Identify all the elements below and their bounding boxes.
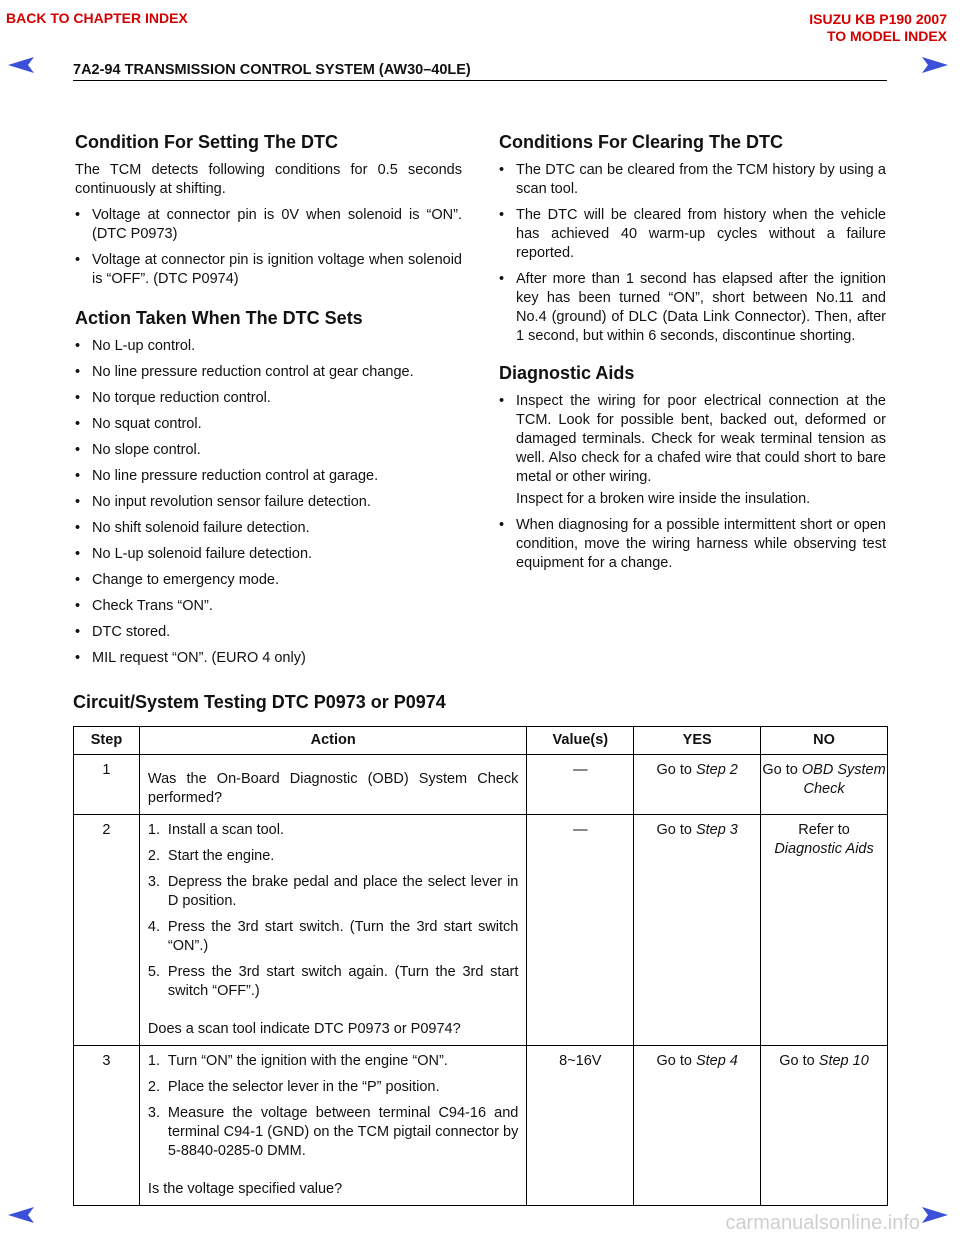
header-divider	[73, 80, 887, 81]
no-prefix: Refer to	[798, 822, 850, 838]
no-prefix: Go to	[779, 1053, 819, 1069]
step-number: 2	[74, 815, 140, 1046]
clearing-heading: Conditions For Clearing The DTC	[499, 132, 783, 152]
no-step-link[interactable]: Diagnostic Aids	[774, 841, 874, 857]
list-item: • Check Trans “ON”.	[75, 597, 462, 616]
diagnostic-table	[73, 726, 888, 1206]
list-item: • Change to emergency mode.	[75, 571, 462, 590]
list-item: • No input revolution sensor failure detection.	[75, 493, 462, 512]
header-no: NO	[761, 727, 888, 755]
value-cell: —	[527, 815, 634, 1046]
right-column	[499, 131, 886, 580]
aids-list	[499, 392, 886, 573]
yes-step-link[interactable]: Step 2	[695, 762, 738, 778]
to-model-index-link[interactable]: TO MODEL INDEX	[826, 28, 947, 44]
list-item: • No line pressure reduction control at garage.	[75, 467, 462, 486]
yes-cell	[634, 755, 761, 815]
list-item: • No torque reduction control.	[75, 389, 462, 408]
list-item: • DTC stored.	[75, 623, 462, 642]
action-question: Was the On-Board Diagnostic (OBD) System Check performed?	[147, 771, 519, 806]
diagnostic-aids-heading: Diagnostic Aids	[499, 363, 635, 383]
action-cell	[139, 815, 526, 1046]
back-to-chapter-index-link[interactable]: BACK TO CHAPTER INDEX	[6, 10, 188, 26]
action-question: Is the voltage specified value?	[147, 1181, 343, 1197]
value-cell: —	[527, 755, 634, 815]
yes-step-link[interactable]: Step 4	[695, 1053, 738, 1069]
no-step-link[interactable]: OBD System Check	[801, 762, 886, 797]
list-item: • Voltage at connector pin is 0V when solenoid is “ON”. (DTC P0973)	[75, 206, 462, 244]
model-title-link[interactable]: ISUZU KB P190 2007	[809, 11, 947, 27]
page-header: 7A2-94 TRANSMISSION CONTROL SYSTEM (AW30–40LE)	[73, 62, 471, 78]
list-item: • No slope control.	[75, 441, 462, 460]
action-steps	[148, 1052, 518, 1161]
action-cell	[139, 1046, 526, 1206]
yes-cell	[634, 815, 761, 1046]
value-cell: 8~16V	[527, 1046, 634, 1206]
no-step-link[interactable]: Step 10	[818, 1053, 869, 1069]
action-list	[75, 337, 462, 668]
previous-page-arrow-icon[interactable]	[8, 1207, 34, 1223]
watermark: carmanualsonline.info	[725, 1212, 920, 1234]
yes-prefix: Go to	[656, 762, 696, 778]
left-column	[75, 131, 462, 675]
no-cell	[761, 1046, 888, 1206]
action-steps	[148, 821, 518, 1001]
no-prefix: Go to	[762, 762, 802, 778]
list-item: 1. Turn “ON” the ignition with the engine “ON”.	[147, 1053, 448, 1069]
setting-intro: The TCM detects following conditions for 0.5 seconds continuously at shifting.	[75, 162, 462, 197]
setting-heading: Condition For Setting The DTC	[75, 132, 338, 152]
action-question: Does a scan tool indicate DTC P0973 or P0974?	[147, 1021, 461, 1037]
next-page-arrow-icon[interactable]	[922, 1207, 948, 1223]
list-item: • MIL request “ON”. (EURO 4 only)	[75, 649, 462, 668]
list-item: • No shift solenoid failure detection.	[75, 519, 462, 538]
list-item: • No L-up solenoid failure detection.	[75, 545, 462, 564]
setting-list	[75, 206, 462, 289]
list-item: 4. Press the 3rd start switch. (Turn the 3rd start switch “ON”.)	[147, 919, 519, 954]
previous-page-arrow-icon[interactable]	[8, 57, 34, 73]
list-item: 5. Press the 3rd start switch again. (Turn the 3rd start switch “OFF”.)	[147, 964, 519, 999]
list-item: 3. Depress the brake pedal and place the select lever in D position.	[147, 874, 519, 909]
table-row	[74, 755, 888, 815]
next-page-arrow-icon[interactable]	[922, 57, 948, 73]
list-item	[499, 392, 886, 509]
header-value: Value(s)	[527, 727, 634, 755]
yes-step-link[interactable]: Step 3	[695, 822, 738, 838]
table-row	[74, 815, 888, 1046]
step-number: 3	[74, 1046, 140, 1206]
list-item: • No squat control.	[75, 415, 462, 434]
yes-prefix: Go to	[656, 822, 696, 838]
header-action: Action	[139, 727, 526, 755]
list-item: 1. Install a scan tool.	[147, 822, 284, 838]
step-number: 1	[74, 755, 140, 815]
table-row	[74, 1046, 888, 1206]
header-step: Step	[74, 727, 140, 755]
list-item: • When diagnosing for a possible intermittent short or open condition, move the wiring harness while observing test equipment for a change.	[499, 516, 886, 573]
list-item: 2. Start the engine.	[147, 848, 275, 864]
aids-item-text: Inspect the wiring for poor electrical connection at the TCM. Look for possible bent, backed out, deformed or damaged terminals. Check for weak terminal tension as well. Also check for a chafed wire that could short to bare metal or other wiring.	[516, 393, 886, 485]
yes-prefix: Go to	[656, 1053, 696, 1069]
no-cell	[761, 815, 888, 1046]
list-item: • The DTC will be cleared from history when the vehicle has achieved 40 warm-up cycles without a failure reported.	[499, 206, 886, 263]
list-item: 3. Measure the voltage between terminal C94-16 and terminal C94-1 (GND) on the TCM pigtail connector by 5-8840-0285-0 DMM.	[147, 1105, 519, 1159]
aids-item-extra: Inspect for a broken wire inside the insulation.	[516, 491, 811, 507]
list-item: • No line pressure reduction control at gear change.	[75, 363, 462, 382]
no-cell	[761, 755, 888, 815]
list-item: 2. Place the selector lever in the “P” position.	[147, 1079, 440, 1095]
circuit-testing-heading: Circuit/System Testing DTC P0973 or P0974	[73, 692, 446, 712]
action-heading: Action Taken When The DTC Sets	[75, 308, 363, 328]
list-item: • After more than 1 second has elapsed after the ignition key has been turned “ON”, short between No.11 and No.4 (ground) of DLC (Data Link Connector). Then, after 1 second, but within 6 seconds, discontinue shorting.	[499, 270, 886, 346]
header-yes: YES	[634, 727, 761, 755]
list-item: • The DTC can be cleared from the TCM history by using a scan tool.	[499, 161, 886, 199]
clearing-list	[499, 161, 886, 346]
list-item: • No L-up control.	[75, 337, 462, 356]
action-cell	[139, 755, 526, 815]
list-item: • Voltage at connector pin is ignition voltage when solenoid is “OFF”. (DTC P0974)	[75, 251, 462, 289]
table-header-row	[74, 727, 888, 755]
yes-cell	[634, 1046, 761, 1206]
